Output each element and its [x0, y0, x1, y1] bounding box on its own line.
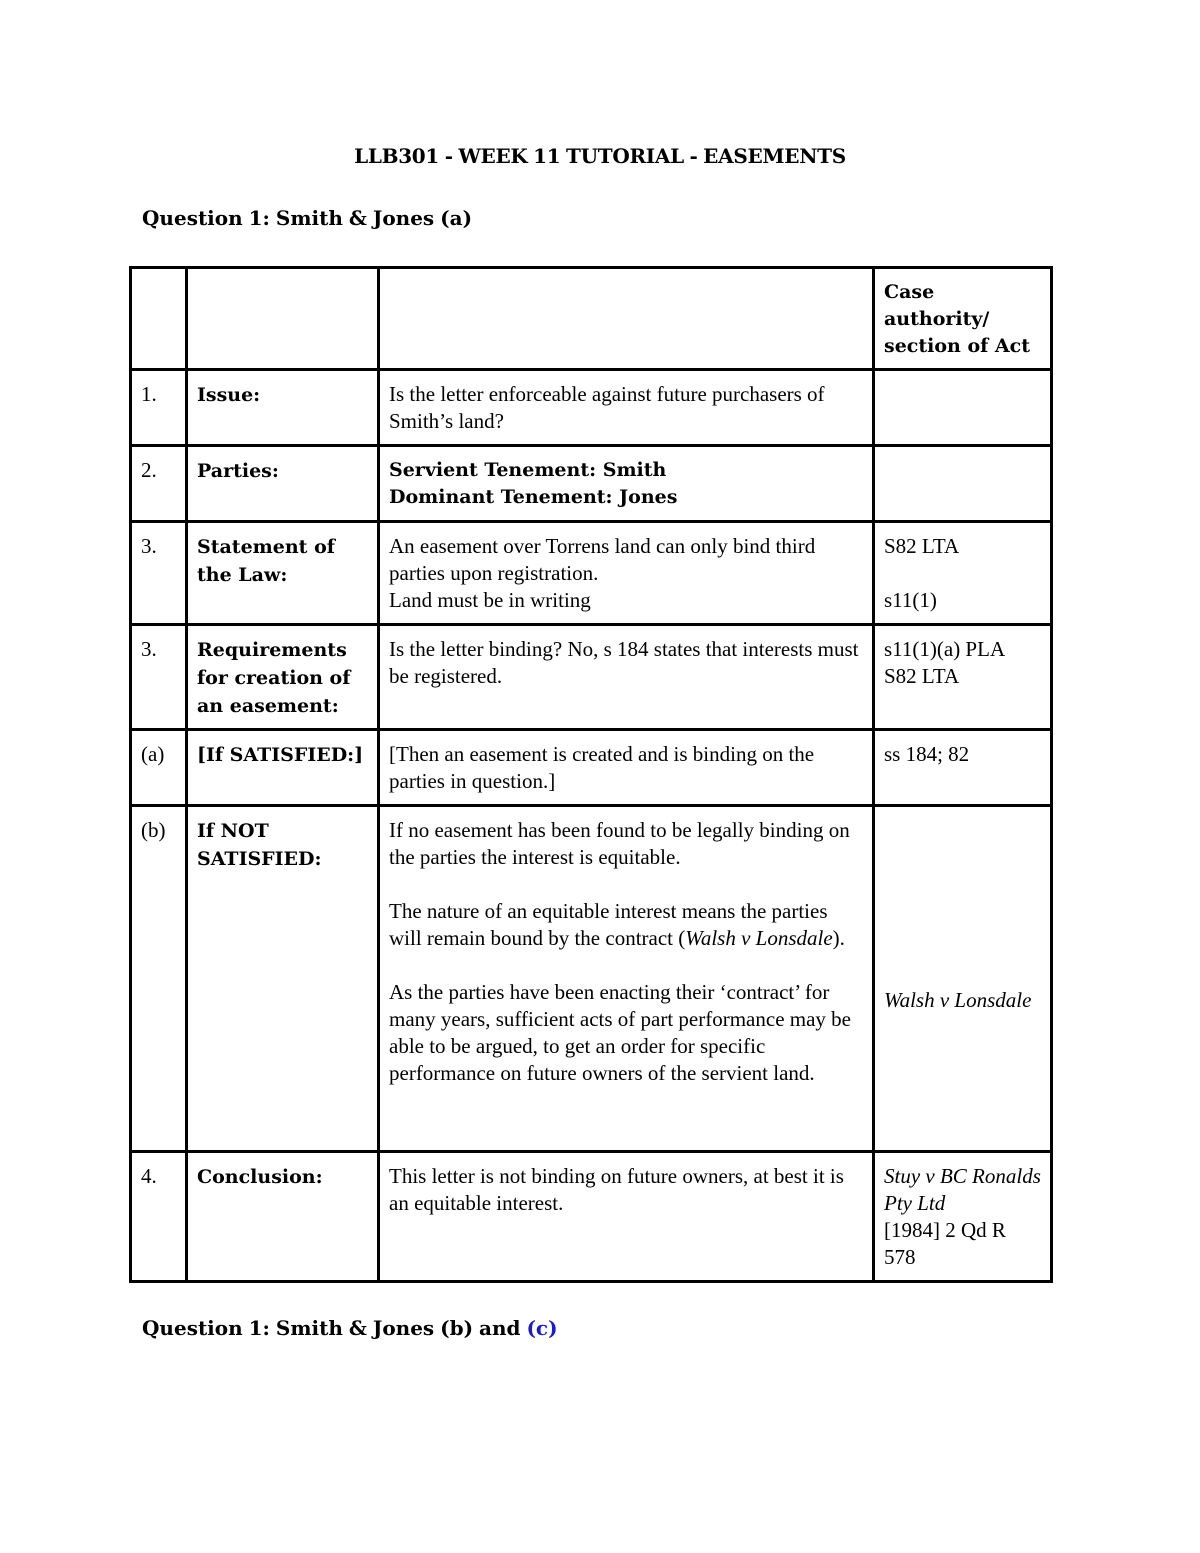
- row-label: [187, 730, 379, 806]
- row-authority: [874, 625, 1052, 730]
- analysis-table: [129, 266, 1053, 1283]
- table-row-law: [131, 522, 1052, 625]
- header-authority-cell: [874, 268, 1052, 370]
- question-bc-accent: (c): [526, 1316, 558, 1340]
- header-label-cell: [187, 268, 379, 370]
- requirements-authority-1: s11(1)(a) PLA: [884, 637, 1006, 661]
- row-label: [187, 1152, 379, 1282]
- table-row-conclusion: [131, 1152, 1052, 1282]
- law-label: Statement of the Law:: [197, 536, 335, 586]
- table-row-satisfied: [131, 730, 1052, 806]
- question-heading-a: Question 1: Smith & Jones (a): [142, 206, 473, 230]
- row-label: [187, 446, 379, 522]
- row-text: [379, 522, 874, 625]
- not-satisfied-para-2: The nature of an equitable interest means the parties will remain bound by the contract (Walsh v Lonsdale).: [389, 899, 845, 950]
- table-row-issue: [131, 370, 1052, 446]
- row-number: 1.: [131, 370, 187, 446]
- row-label: [187, 370, 379, 446]
- servient-tenement: Servient Tenement: Smith: [389, 459, 667, 481]
- row-authority: [874, 806, 1052, 1152]
- row-text: [379, 806, 874, 1152]
- row-authority: [874, 446, 1052, 522]
- row-label: [187, 522, 379, 625]
- conclusion-label: Conclusion:: [197, 1166, 323, 1188]
- law-writing: Land must be in writing: [389, 588, 591, 612]
- not-satisfied-authority: Walsh v Lonsdale: [884, 988, 1032, 1012]
- conclusion-authority-case: Stuy v BC Ronalds Pty Ltd: [884, 1164, 1041, 1215]
- row-authority: [874, 1152, 1052, 1282]
- row-label: [187, 806, 379, 1152]
- row-number: 2.: [131, 446, 187, 522]
- parties-label: Parties:: [197, 460, 279, 482]
- case-walsh-v-lonsdale: Walsh v Lonsdale: [685, 926, 833, 950]
- row-label: [187, 625, 379, 730]
- satisfied-label: [If SATISFIED:]: [197, 744, 364, 766]
- table-row-parties: [131, 446, 1052, 522]
- table-row-requirements: [131, 625, 1052, 730]
- requirements-label: Requirements for creation of an easement:: [197, 639, 351, 717]
- row-text: This letter is not binding on future owners, at best it is an equitable interest.: [379, 1152, 874, 1282]
- law-authority-1: S82 LTA: [884, 534, 960, 558]
- table-row-not-satisfied: [131, 806, 1052, 1152]
- question-bc-text: Question 1: Smith & Jones (b) and: [142, 1316, 527, 1340]
- row-authority: [874, 522, 1052, 625]
- row-authority: [874, 370, 1052, 446]
- not-satisfied-para-1: If no easement has been found to be legally binding on the parties the interest is equitable.: [389, 818, 850, 869]
- row-text: [Then an easement is created and is binding on the parties in question.]: [379, 730, 874, 806]
- question-heading-bc: [142, 1315, 558, 1342]
- requirements-authority-2: S82 LTA: [884, 664, 960, 688]
- dominant-tenement: Dominant Tenement: Jones: [389, 486, 678, 508]
- authority-header-line2: section of Act: [884, 335, 1030, 357]
- law-authority-2: s11(1): [884, 588, 937, 612]
- header-text-cell: [379, 268, 874, 370]
- not-satisfied-label: If NOT SATISFIED:: [197, 820, 322, 870]
- row-number: 4.: [131, 1152, 187, 1282]
- row-authority: ss 184; 82: [874, 730, 1052, 806]
- row-text: Is the letter enforceable against future purchasers of Smith’s land?: [379, 370, 874, 446]
- issue-label: Issue:: [197, 384, 261, 406]
- row-number: 3.: [131, 625, 187, 730]
- page-title: LLB301 - WEEK 11 TUTORIAL - EASEMENTS: [354, 144, 846, 168]
- row-text: [379, 446, 874, 522]
- authority-header-line1: Case authority/: [884, 281, 990, 330]
- header-num-cell: [131, 268, 187, 370]
- row-number: 3.: [131, 522, 187, 625]
- not-satisfied-para-3: As the parties have been enacting their ‘contract’ for many years, sufficient acts of part performance may be able to be argued, to get an order for specific performance on future owners of the servient land.: [389, 980, 851, 1085]
- law-statement: An easement over Torrens land can only bind third parties upon registration.: [389, 534, 816, 585]
- row-text: Is the letter binding? No, s 184 states that interests must be registered.: [379, 625, 874, 730]
- row-number: (b): [131, 806, 187, 1152]
- conclusion-authority-citation: [1984] 2 Qd R 578: [884, 1218, 1006, 1269]
- row-number: (a): [131, 730, 187, 806]
- table-header-row: [131, 268, 1052, 370]
